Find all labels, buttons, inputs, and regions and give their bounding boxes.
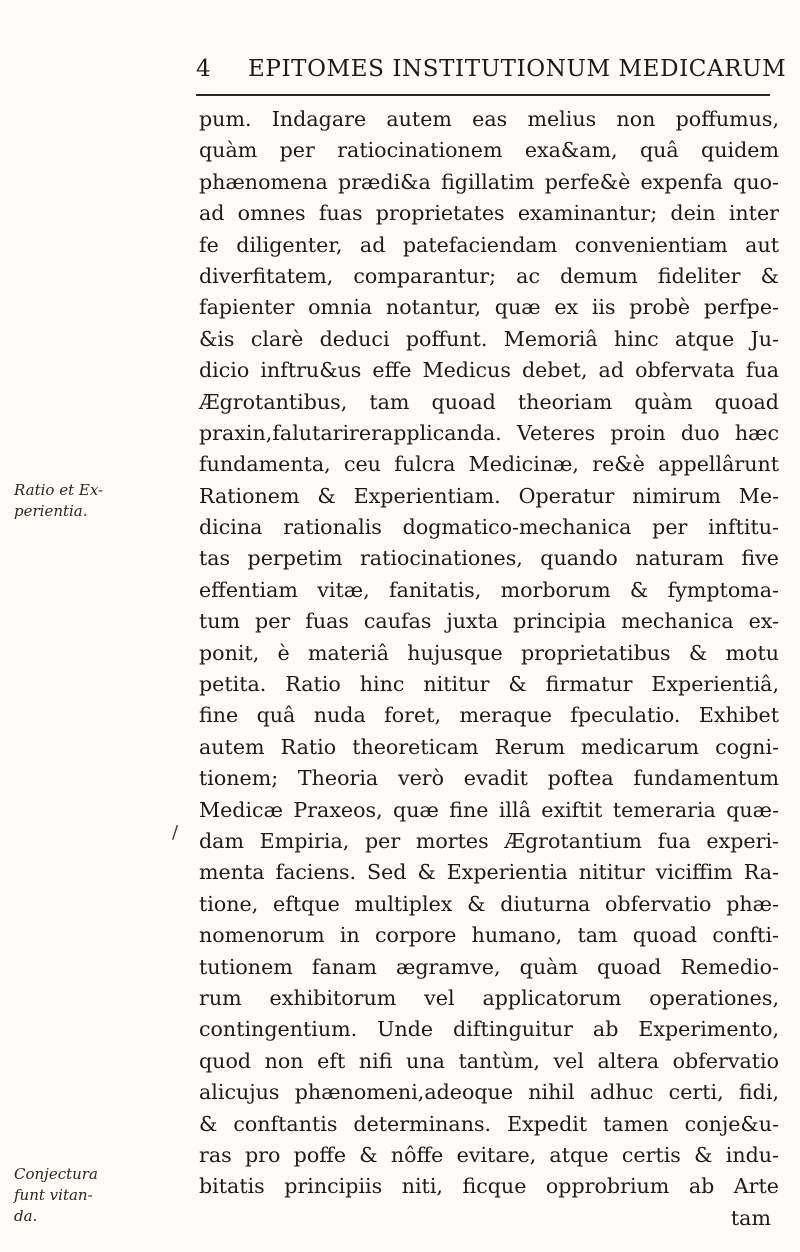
text-line: fine quâ nuda foret, meraque fpeculatio. Exhibet: [199, 703, 779, 728]
text-line: petita. Ratio hinc nititur & firmatur Experientiâ,: [199, 672, 779, 697]
margin-note-conjectura: Conjectura funt vitan- da.: [14, 1165, 98, 1225]
running-header: [196, 56, 787, 82]
text-line: autem Ratio theoreticam Rerum medicarum cogni-: [199, 734, 779, 759]
text-line: Medicæ Praxeos, quæ fine illâ exiftit temeraria quæ-: [199, 797, 779, 822]
text-line: Rationem & Experientiam. Operatur nimirum Me-: [199, 483, 779, 508]
text-line: diverfitatem, comparantur; ac demum fideliter &: [199, 263, 779, 288]
text-line: alicujus phænomeni,adeoque nihil adhuc certi, fidi,: [199, 1080, 779, 1105]
text-line: quod non eft nifi una tantùm, vel altera obfervatio: [199, 1048, 779, 1073]
text-line: ras pro poffe & nôffe evitare, atque certis & indu-: [199, 1142, 779, 1167]
text-line: ponit, è materiâ hujusque proprietatibus & motu: [199, 640, 779, 665]
text-line: effentiam vitæ, fanitatis, morborum & fymptoma-: [199, 577, 779, 602]
text-line: quàm per ratiocinationem exa&am, quâ quidem: [199, 138, 779, 163]
text-line: pum. Indagare autem eas melius non poffumus,: [199, 107, 779, 131]
margin-stroke: /: [172, 822, 179, 843]
catchword: tam: [730, 1205, 771, 1230]
text-line: bitatis principiis niti, ficque opprobrium ab Arte: [199, 1174, 779, 1199]
text-line: tionem; Theoria verò evadit poftea fundamentum: [199, 766, 779, 791]
body-text: [199, 104, 779, 1234]
text-line: praxin,falutarirerapplicanda. Veteres proin duo hæc: [199, 420, 779, 445]
margin-note-ratio: Ratio et Ex- perientia.: [14, 481, 104, 520]
text-line: &is clarè deduci poffunt. Memoriâ hinc atque Ju-: [199, 326, 779, 351]
text-line: fapienter omnia notantur, quæ ex iis probè perfpe-: [199, 295, 779, 320]
text-line: ad omnes fuas proprietates examinantur; dein inter: [199, 201, 779, 226]
page-number: 4: [196, 56, 212, 82]
text-line: & conftantis determinans. Expedit tamen conje&u-: [199, 1111, 779, 1136]
text-line: tas perpetim ratiocinationes, quando naturam five: [199, 546, 779, 571]
text-line: nomenorum in corpore humano, tam quoad confti-: [199, 923, 779, 948]
text-line: menta faciens. Sed & Experientia nititur viciffim Ra-: [199, 860, 779, 885]
running-title: EPITOMES INSTITUTIONUM MEDICARUM: [248, 56, 787, 82]
text-line: dicio inftru&us effe Medicus debet, ad obfervata fua: [199, 358, 779, 383]
text-line: phænomena prædi&a figillatim perfe&è expenfa quo-: [199, 169, 779, 194]
text-line: dam Empiria, per mortes Ægrotantium fua experi-: [199, 828, 779, 853]
text-line: dicina rationalis dogmatico-mechanica per inftitu-: [199, 515, 779, 540]
text-line: tum per fuas caufas juxta principia mechanica ex-: [199, 609, 779, 634]
header-rule: [196, 94, 770, 96]
text-line: fundamenta, ceu fulcra Medicinæ, re&è appellârunt: [199, 452, 779, 477]
text-line: rum exhibitorum vel applicatorum operationes,: [199, 985, 779, 1010]
text-line: Ægrotantibus, tam quoad theoriam quàm quoad: [199, 389, 779, 414]
text-line: contingentium. Unde diftinguitur ab Experimento,: [199, 1017, 779, 1042]
text-line: tutionem fanam ægramve, quàm quoad Remedio-: [199, 954, 779, 979]
text-line: fe diligenter, ad patefaciendam convenientiam aut: [199, 232, 779, 257]
text-line: tione, eftque multiplex & diuturna obfervatio phæ-: [199, 891, 779, 916]
